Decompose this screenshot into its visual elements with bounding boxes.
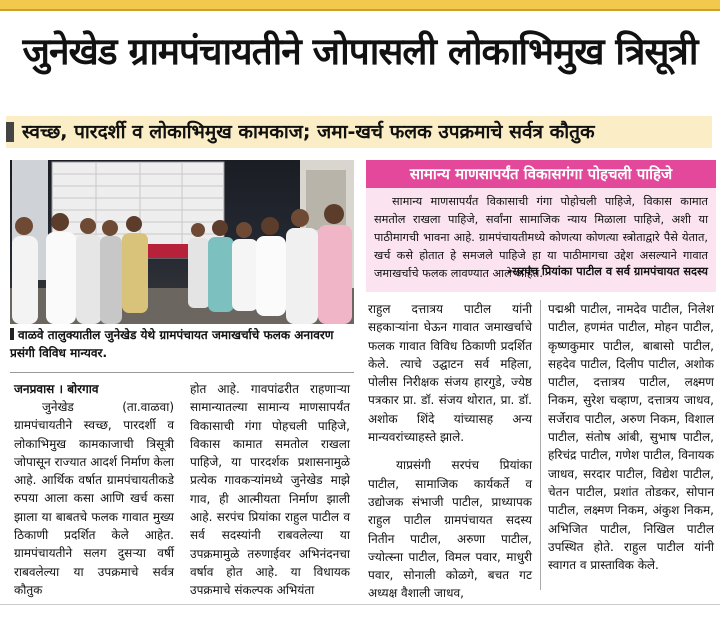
subheadline: स्वच्छ, पारदर्शी व लोकाभिमुख कामकाज; जमा-खर्च फलक उपक्रमाचे सर्वत्र कौतुक — [22, 121, 595, 143]
headline: जुनेखेड ग्रामपंचायतीने जोपासली लोकाभिमुख त्रिसूत्री — [22, 30, 698, 73]
caption-separator — [10, 372, 354, 373]
event-photo — [10, 160, 354, 324]
article-paragraph: याप्रसंगी सरपंच प्रियांका पाटील, सामाजिक कार्यकर्ते व उद्योजक संभाजी पाटील, प्राध्यापक राहुल पाटील ग्रामपंचायत सदस्य नितीन पाटील, अरुणा पाटील, ज्योत्स्ना पाटील, विमल पवार, माधुरी पवार, सोनाली कोळगे, बचत गट अध्यक्ष वैशाली जाधव, — [368, 458, 532, 601]
photo-caption — [10, 326, 354, 362]
article-paragraph: जुनेखेड (ता.वाळवा) ग्रामपंचायतीने स्वच्छ, पारदर्शी व लोकाभिमुख कामकाजाची त्रिसूत्री जोपासून राज्यात आदर्श निर्माण केला आहे. आर्थिक वर्षात ग्रामपंचायतीकडे रुपया आला कसा आणि खर्च कसा झाला या बाबतचे फलक गावात मुख्य ठिकाणी प्रदर्शित केले आहेत. ग्रामपंचायतीने सलग दुसऱ्या वर्षी राबवलेल्या या उपक्रमाचे सर्वत्र कौतुक — [14, 400, 174, 597]
caption-marker — [10, 328, 14, 340]
column-rule — [540, 300, 541, 590]
article-paragraph: पद्मश्री पाटील, नामदेव पाटील, निलेश पाटील, हणमंत पाटील, मोहन पाटील, कृष्णकुमार पाटील, बाबासो पाटील, सहदेव पाटील, दिलीप पाटील, अशोक पाटील, दत्तात्रय पाटील, लक्ष्मण निकम, सुरेश चव्हाण, दत्तात्रय जाधव, सर्जेराव पाटील, अरुण निकम, विशाल पाटील, संतोष आंबी, सुभाष पाटील, हरिचंद्र पाटील, गणेश पाटील, विनायक जाधव, सरदार पाटील, विद्येश पाटील, चेतन पाटील, प्रशांत तोडकर, सोपान पाटील, लक्ष्मण निकम, अंकुश निकम, अभिजित पाटील, निखिल पाटील उपस्थित होते. राहुल पाटील यांनी स्वागत व प्रास्ताविक केले. — [548, 302, 714, 573]
bottom-rule — [0, 604, 720, 605]
article-column-1 — [14, 398, 174, 599]
event-photo-illustration — [10, 160, 354, 324]
highlight-box — [366, 188, 716, 292]
subheadline-bar — [6, 116, 712, 148]
highlight-box-signature: -सरपंच प्रियांका पाटील व सर्व ग्रामपंचायत सदस्य — [507, 265, 708, 278]
highlight-box-title: सामान्य माणसापर्यंत विकासगंगा पोहचली पाहिजे — [366, 160, 716, 188]
article-paragraph: राहुल दत्तात्रय पाटील यांनी सहकाऱ्यांना घेऊन गावात जमाखर्चाचे फलक गावात विविध ठिकाणी प्रदर्शित केले. त्याचे उद्घाटन सर्व महिला, पोलीस निरीक्षक संजय हारगुडे, ज्येष्ठ पत्रकार प्रा. डॉ. संजय थोरात, प्रा. डॉ. अशोक शिंदे यांच्यासह अन्य मान्यवरांच्याहस्ते झाले. — [368, 302, 532, 445]
top-color-band-edge — [0, 9, 720, 11]
subheadline-marker — [6, 122, 14, 142]
photo-caption-text: वाळवे तालुक्यातील जुनेखेड येथे ग्रामपंचायत जमाखर्चाचे फलक अनावरण प्रसंगी विविध मान्यवर. — [10, 328, 334, 360]
article-column-3 — [368, 300, 532, 603]
article-paragraph: होत आहे. गावपांढरीत राहणाऱ्या सामान्यातल्या सामान्य माणसापर्यंत विकासाची गंगा पोहचली पाहिजे, विकास कामात समतोल राखला पाहिजे, या पारदर्शक प्रशासनामुळे प्रत्येक गावकऱ्यांमध्ये जुनेखेड माझे गाव, ही आत्मीयता निर्माण झाली आहे. सरपंच प्रियांका राहुल पाटील व सर्व सदस्यांनी राबवलेल्या या उपक्रमामुळे तरुणाईवर अभिनंदनचा वर्षाव होत आहे. या विधायक उपक्रमाचे संकल्पक अभियंता — [190, 382, 350, 598]
article-column-2 — [190, 380, 350, 600]
article-column-4 — [548, 300, 714, 574]
top-color-band — [0, 0, 720, 9]
highlight-box-quote: सामान्य माणसापर्यंत विकासाची गंगा पोहोचली पाहिजे, विकास कामात समतोल राखला पाहिजे, सर्वांना सामाजिक न्याय मिळाला पाहिजे, अशी या पाठीमागची भावना आहे. ग्रामपंचायतीमध्ये कोणत्या कोणत्या स्त्रोताद्वारे पैसे येतात, खर्च कसे होतात हे समजले पाहिजे हा या पाठीमागचा उद्देश असल्याने गावात जमाखर्चाचे फलक लावण्यात आले आहेत. — [374, 195, 708, 280]
dateline: जनप्रवास । बोरगाव — [14, 382, 99, 396]
